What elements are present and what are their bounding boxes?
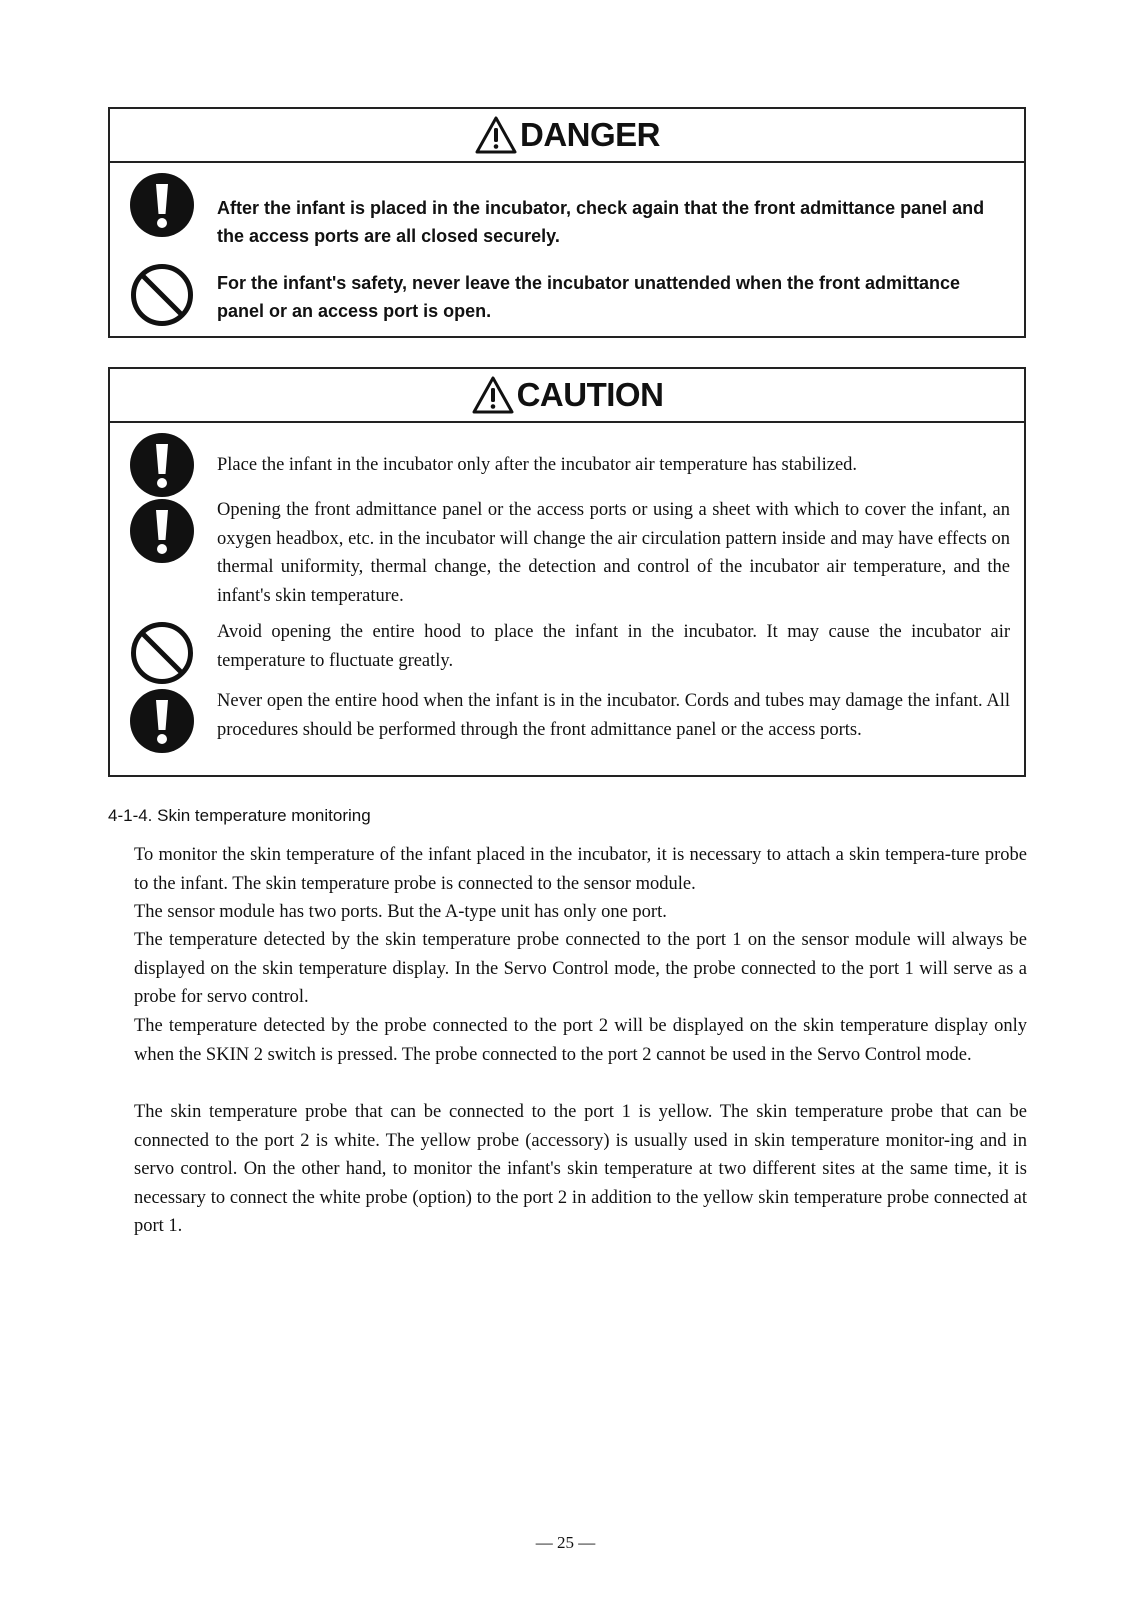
page-number: — 25 —	[535, 1533, 596, 1552]
caution-item-text: Opening the front admittance panel or the access ports or using a sheet with which to cover the infant, an oxygen headbox, etc. in the incubator will change the air circulation pattern inside and may have effects on thermal uniformity, thermal change, the detection and control of the incubator air temperature, and the infant's skin temperature.	[217, 500, 1010, 606]
section-paragraph: The temperature detected by the skin temperature probe connected to the port 1 on the sensor module will always be displayed on the skin temperature display. In the Servo Control mode, the probe connected to the port 1 will serve as a probe for servo control.	[134, 930, 1027, 1007]
caution-item	[110, 617, 1024, 685]
section-paragraph: The skin temperature probe that can be connected to the port 1 is yellow. The skin temperature probe that can be connected to the port 2 is white. The yellow probe (accessory) is usually used in skin temperature monitor-ing and in servo control. On the other hand, to monitor the infant's skin temperature at two different sites at the same time, it is necessary to connect the white probe (option) to the port 2 in addition to the yellow skin temperature probe connected at port 1.	[134, 1102, 1027, 1236]
caution-header	[110, 369, 1024, 423]
section-paragraph: The temperature detected by the probe connected to the port 2 will be displayed on the skin temperature display only when the SKIN 2 switch is pressed. The probe connected to the port 2 cannot be used in the Servo Control mode.	[134, 1016, 1027, 1065]
caution-item-text: Never open the entire hood when the infant is in the incubator. Cords and tubes may damage the infant. All procedures should be performed through the front admittance panel or the access ports.	[217, 691, 1010, 740]
caution-item-text: Place the infant in the incubator only after the incubator air temperature has stabilized.	[217, 455, 858, 475]
mandatory-action-icon	[130, 173, 194, 237]
prohibition-icon	[130, 263, 194, 327]
danger-item	[110, 163, 1024, 246]
danger-header	[110, 109, 1024, 163]
caution-box	[108, 367, 1026, 777]
mandatory-action-icon	[130, 689, 194, 753]
section-paragraph: To monitor the skin temperature of the infant placed in the incubator, it is necessary to attach a skin tempera-ture probe to the infant. The skin temperature probe is connected to the sensor module.	[134, 845, 1027, 894]
warning-triangle-icon	[474, 115, 518, 155]
caution-item	[110, 685, 1024, 773]
danger-item-text: After the infant is placed in the incubator, check again that the front admittance panel and the access ports are all closed securely.	[217, 198, 985, 246]
danger-item-text: For the infant's safety, never leave the incubator unattended when the front admittance panel or an access port is open.	[217, 273, 961, 321]
danger-item	[110, 243, 1024, 333]
danger-title: DANGER	[519, 116, 660, 153]
mandatory-action-icon	[130, 433, 194, 497]
mandatory-action-icon	[130, 499, 194, 563]
section-paragraph: The sensor module has two ports. But the A-type unit has only one port.	[134, 902, 667, 922]
caution-item-text: Avoid opening the entire hood to place the infant in the incubator. It may cause the incubator air temperature to fluctuate greatly.	[217, 622, 1010, 671]
danger-box	[108, 107, 1026, 338]
caution-item	[110, 493, 1024, 617]
warning-triangle-icon	[471, 375, 515, 415]
caution-title: CAUTION	[516, 376, 664, 413]
section-heading: 4-1-4. Skin temperature monitoring	[108, 806, 371, 825]
caution-item	[110, 423, 1024, 493]
prohibition-icon	[130, 621, 194, 685]
